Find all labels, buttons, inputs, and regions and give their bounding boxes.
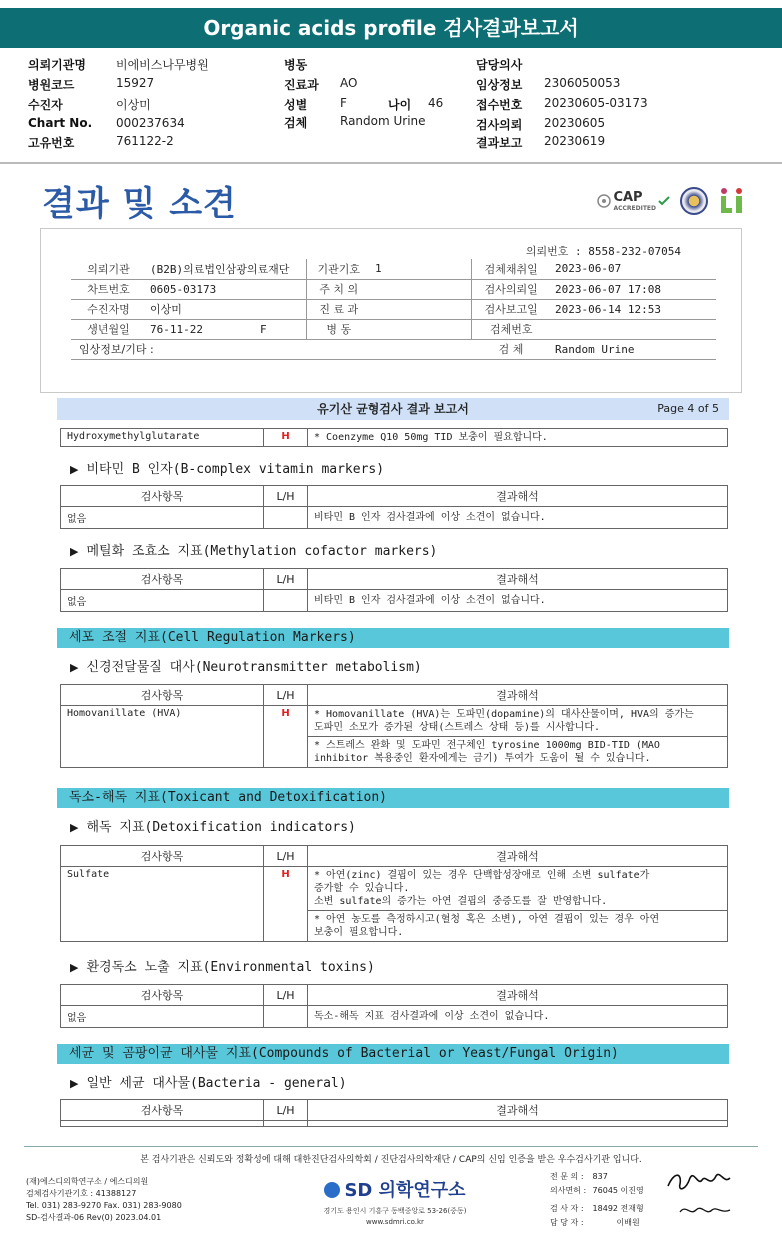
table-row bbox=[61, 706, 728, 737]
lab-info-table bbox=[71, 259, 716, 360]
note-line: inhibitor 복용중인 환자에게는 금기) 투여가 도움이 될 수 있습니다. bbox=[314, 753, 651, 764]
table-header bbox=[61, 846, 728, 867]
table-row bbox=[61, 590, 728, 612]
lab-contact bbox=[26, 1176, 182, 1224]
col-item: 검사항목 bbox=[61, 486, 264, 507]
info-value: Random Urine bbox=[551, 339, 716, 359]
form-revision: SD-검사결과-06 Rev(0) 2023.04.01 bbox=[26, 1213, 162, 1222]
col-item: 검사항목 bbox=[61, 685, 264, 706]
section-title: 메틸화 조효소 지표(Methylation cofactor markers) bbox=[86, 544, 438, 559]
code-value: 15927 bbox=[116, 76, 155, 90]
receipt-value: 20230605-03173 bbox=[544, 96, 648, 110]
lab-code: 검체검사기관기호 : 41388127 bbox=[26, 1189, 137, 1198]
interpretation bbox=[308, 737, 728, 768]
info-row bbox=[71, 279, 716, 299]
test-item bbox=[61, 1121, 264, 1127]
info-label: 기관기호 bbox=[306, 259, 371, 279]
interpretation bbox=[308, 706, 728, 737]
table-row bbox=[61, 1121, 728, 1127]
examinee-value: 이상미 bbox=[116, 98, 151, 112]
col-interp: 결과해석 bbox=[308, 985, 728, 1006]
signatories bbox=[550, 1170, 644, 1230]
info-row bbox=[71, 299, 716, 319]
table-header bbox=[61, 569, 728, 590]
col-interp: 결과해석 bbox=[308, 569, 728, 590]
check-icon bbox=[658, 196, 670, 206]
note-line: 보충이 필요합니다. bbox=[314, 927, 404, 938]
chart-label: Chart No. bbox=[28, 116, 93, 130]
table-header bbox=[61, 985, 728, 1006]
info-sex: F bbox=[256, 319, 306, 339]
section-neurotransmitter bbox=[70, 656, 422, 675]
sex-value: F bbox=[340, 96, 347, 110]
col-interp: 결과해석 bbox=[308, 685, 728, 706]
accreditation-logos bbox=[597, 184, 746, 218]
dept-label: 진료과 bbox=[284, 78, 319, 92]
sheet-header bbox=[57, 398, 729, 420]
section-title: 해독 지표(Detoxification indicators) bbox=[86, 820, 356, 835]
page-indicator: Page 4 of 5 bbox=[657, 402, 719, 415]
table-row bbox=[61, 507, 728, 529]
environmental-table bbox=[60, 984, 728, 1028]
band-cell-regulation: 세포 조절 지표(Cell Regulation Markers) bbox=[57, 628, 729, 648]
col-interp: 결과해석 bbox=[308, 486, 728, 507]
info-label: 검체번호 bbox=[471, 319, 551, 339]
flag-cell bbox=[264, 590, 308, 612]
info-value: 2023-06-14 12:53 bbox=[551, 299, 716, 319]
info-value: 2023-06-07 17:08 bbox=[551, 279, 716, 299]
section-methylation bbox=[70, 540, 437, 559]
uid-value: 761122-2 bbox=[116, 134, 174, 148]
detox-table bbox=[60, 845, 728, 942]
band-microbial: 세균 및 곰팡이균 대사물 지표(Compounds of Bacterial or Yeast/Fungal Origin) bbox=[57, 1044, 729, 1064]
col-item: 검사항목 bbox=[61, 569, 264, 590]
table-row bbox=[61, 429, 728, 447]
sheet-title: 유기산 균형검사 결과 보고서 bbox=[317, 402, 469, 416]
info-row bbox=[71, 339, 716, 359]
triangle-bullet-icon: ▶ bbox=[70, 1077, 79, 1090]
specimen-value: Random Urine bbox=[340, 114, 426, 128]
info-value: 1 bbox=[371, 259, 471, 279]
interpretation bbox=[308, 1121, 728, 1127]
chart-value: 000237634 bbox=[116, 116, 185, 130]
uid-label: 고유번호 bbox=[28, 136, 75, 150]
info-value: (B2B)의료법인삼광의료재단 bbox=[146, 259, 306, 279]
section-environmental bbox=[70, 956, 375, 975]
website-link[interactable]: www.sdmri.co.kr bbox=[366, 1218, 424, 1226]
clinical-label: 임상정보 bbox=[476, 78, 523, 92]
col-lh: L/H bbox=[264, 486, 308, 507]
info-value bbox=[551, 319, 716, 339]
code-label: 병원코드 bbox=[28, 78, 75, 92]
col-item: 검사항목 bbox=[61, 1100, 264, 1121]
triangle-bullet-icon: ▶ bbox=[70, 961, 79, 974]
cap-emblem-icon bbox=[597, 194, 611, 208]
section-detox bbox=[70, 816, 356, 835]
section-title: 비타민 B 인자(B-complex vitamin markers) bbox=[86, 462, 385, 477]
patient-info bbox=[0, 50, 782, 160]
col-interp: 결과해석 bbox=[308, 1100, 728, 1121]
interpretation: 독소-해독 지표 검사결과에 이상 소견이 없습니다. bbox=[308, 1006, 728, 1028]
cap-accredited: ACCREDITED bbox=[613, 205, 656, 212]
section-title: 일반 세균 대사물(Bacteria - general) bbox=[86, 1076, 347, 1091]
footer-divider bbox=[24, 1146, 758, 1147]
report-value: 20230619 bbox=[544, 134, 606, 148]
info-label: 의뢰기관 bbox=[71, 259, 146, 279]
col-item: 검사항목 bbox=[61, 985, 264, 1006]
signatory-value: 이배원 bbox=[616, 1218, 640, 1227]
interpretation: 비타민 B 인자 검사결과에 이상 소견이 없습니다. bbox=[308, 507, 728, 529]
signatory-label: 전 문 의 : bbox=[550, 1172, 584, 1181]
info-label: 검사보고일 bbox=[471, 299, 551, 319]
specimen-label: 검체 bbox=[284, 116, 308, 130]
request-number-label: 의뢰번호 : bbox=[525, 245, 582, 258]
b-vitamin-table bbox=[60, 485, 728, 529]
info-value: 2023-06-07 bbox=[551, 259, 716, 279]
info-value: 이상미 bbox=[146, 299, 306, 319]
interpretation bbox=[308, 911, 728, 942]
section-bacteria bbox=[70, 1072, 347, 1091]
sd-branding bbox=[310, 1176, 480, 1226]
hospital-label: 의뢰기관명 bbox=[28, 58, 86, 72]
col-item: 검사항목 bbox=[61, 846, 264, 867]
divider bbox=[0, 162, 782, 164]
table-header bbox=[61, 685, 728, 706]
table-header bbox=[61, 486, 728, 507]
lab-phone: Tel. 031) 283-9270 Fax. 031) 283-9080 bbox=[26, 1201, 182, 1210]
flag-cell bbox=[264, 1006, 308, 1028]
sd-logo-text: SD 의학연구소 bbox=[344, 1180, 466, 1201]
test-item: 없음 bbox=[61, 1006, 264, 1028]
table-row bbox=[61, 1006, 728, 1028]
req-label: 검사의뢰 bbox=[476, 118, 523, 132]
col-interp: 결과해석 bbox=[308, 846, 728, 867]
col-lh: L/H bbox=[264, 846, 308, 867]
info-label: 임상정보/기타 : bbox=[71, 339, 471, 359]
info-label: 병 동 bbox=[306, 319, 371, 339]
triangle-bullet-icon: ▶ bbox=[70, 821, 79, 834]
methylation-table bbox=[60, 568, 728, 612]
flag-h: H bbox=[264, 706, 308, 768]
sex-label: 성별 bbox=[284, 98, 308, 112]
info-label: 수진자명 bbox=[71, 299, 146, 319]
info-label: 주 치 의 bbox=[306, 279, 371, 299]
results-heading: 결과 및 소견 bbox=[42, 184, 237, 224]
request-number-value: 8558-232-07054 bbox=[588, 245, 681, 258]
info-row bbox=[71, 319, 716, 339]
table-row bbox=[61, 867, 728, 911]
cap-logo bbox=[597, 190, 670, 212]
signatory-row bbox=[550, 1184, 644, 1198]
signatory-row bbox=[550, 1170, 644, 1184]
kslm-seal-icon bbox=[680, 187, 708, 215]
test-item: Homovanillate (HVA) bbox=[61, 706, 264, 768]
test-item: 없음 bbox=[61, 590, 264, 612]
test-item: Hydroxymethylglutarate bbox=[61, 429, 264, 447]
examinee-label: 수진자 bbox=[28, 98, 63, 112]
note-line: * 아연(zinc) 결핍이 있는 경우 단백합성장애로 인해 소변 sulfate가 bbox=[314, 870, 650, 881]
ward-label: 병동 bbox=[284, 58, 308, 72]
signatory-label: 담 당 자 : bbox=[550, 1218, 584, 1227]
info-label: 검 체 bbox=[471, 339, 551, 359]
signatory-row bbox=[550, 1216, 644, 1230]
sd-logo-icon bbox=[324, 1182, 340, 1198]
dept-value: AO bbox=[340, 76, 358, 90]
col-lh: L/H bbox=[264, 1100, 308, 1121]
flag-h: H bbox=[264, 429, 308, 447]
info-value bbox=[371, 279, 471, 299]
report-title: Organic acids profile 검사결과보고서 bbox=[0, 8, 782, 48]
sd-logo bbox=[310, 1176, 480, 1202]
lab-name: (재)에스디의학연구소 / 에스디의원 bbox=[26, 1177, 149, 1186]
signatory-label: 검 사 자 : bbox=[550, 1204, 584, 1213]
section-title: 신경전달물질 대사(Neurotransmitter metabolism) bbox=[86, 660, 422, 675]
lmf-logo-icon bbox=[718, 187, 746, 215]
triangle-bullet-icon: ▶ bbox=[70, 463, 79, 476]
info-value bbox=[371, 299, 471, 319]
hospital-value: 비에비스나무병원 bbox=[116, 58, 209, 72]
req-value: 20230605 bbox=[544, 116, 606, 130]
note-line: 소변 sulfate의 증가는 아연 결핍의 중증도를 잘 반영합니다. bbox=[314, 896, 608, 907]
interpretation bbox=[308, 867, 728, 911]
flag-h: H bbox=[264, 867, 308, 942]
section-title: 환경독소 노출 지표(Environmental toxins) bbox=[86, 960, 375, 975]
info-row bbox=[71, 259, 716, 279]
note-line: * 스트레스 완화 및 도파민 전구체인 tyrosine 1000mg BID-TID (MAO bbox=[314, 740, 660, 751]
receipt-label: 접수번호 bbox=[476, 98, 523, 112]
signature-1-icon bbox=[664, 1166, 738, 1196]
triangle-bullet-icon: ▶ bbox=[70, 661, 79, 674]
note-line: * Homovanillate (HVA)는 도파민(dopamine)의 대사산물이며, HVA의 증가는 bbox=[314, 709, 694, 720]
info-label: 검체채취일 bbox=[471, 259, 551, 279]
age-label: 나이 bbox=[388, 98, 412, 112]
section-b-vitamin bbox=[70, 458, 384, 477]
carryover-table bbox=[60, 428, 728, 447]
test-item: 없음 bbox=[61, 507, 264, 529]
col-lh: L/H bbox=[264, 685, 308, 706]
note-line: 증가할 수 있습니다. bbox=[314, 883, 410, 894]
signatory-label: 의사면허 : bbox=[550, 1186, 587, 1195]
address: 경기도 용인시 기흥구 동백중앙로 53-26(중동) bbox=[323, 1207, 467, 1215]
info-label: 차트번호 bbox=[71, 279, 146, 299]
cap-text: CAP bbox=[613, 190, 643, 205]
col-lh: L/H bbox=[264, 569, 308, 590]
clinical-value: 2306050053 bbox=[544, 76, 621, 90]
info-value bbox=[371, 319, 471, 339]
test-item: Sulfate bbox=[61, 867, 264, 942]
info-label: 검사의뢰일 bbox=[471, 279, 551, 299]
band-toxicant: 독소-해독 지표(Toxicant and Detoxification) bbox=[57, 788, 729, 808]
info-label: 생년월일 bbox=[71, 319, 146, 339]
flag-cell bbox=[264, 1121, 308, 1127]
signatory-row bbox=[550, 1202, 644, 1216]
info-value: 76-11-22 bbox=[146, 319, 256, 339]
signatory-value: 18492 전재형 bbox=[592, 1204, 644, 1213]
table-header bbox=[61, 1100, 728, 1121]
report-label: 결과보고 bbox=[476, 136, 523, 150]
interpretation: * Coenzyme Q10 50mg TID 보충이 필요합니다. bbox=[308, 429, 728, 447]
info-label: 진 료 과 bbox=[306, 299, 371, 319]
signatory-value: 837 bbox=[592, 1172, 608, 1181]
bacteria-table bbox=[60, 1099, 728, 1127]
neurotransmitter-table bbox=[60, 684, 728, 768]
note-line: * 아연 농도를 측정하시고(혈청 혹은 소변), 아연 결핍이 있는 경우 아연 bbox=[314, 914, 660, 925]
age-value: 46 bbox=[428, 96, 444, 110]
lab-info-box bbox=[40, 228, 742, 393]
info-value: 0605-03173 bbox=[146, 279, 306, 299]
signatory-value: 76045 이진영 bbox=[592, 1186, 644, 1195]
doctor-label: 담당의사 bbox=[476, 58, 523, 72]
signature-2-icon bbox=[676, 1200, 736, 1220]
certification-text: 본 검사기관은 신뢰도와 정확성에 대해 대한진단검사의학회 / 진단검사의학재단 / CAP의 신임 인증을 받은 우수검사기관 입니다. bbox=[140, 1155, 642, 1165]
col-lh: L/H bbox=[264, 985, 308, 1006]
request-number bbox=[526, 243, 681, 259]
interpretation: 비타민 B 인자 검사결과에 이상 소견이 없습니다. bbox=[308, 590, 728, 612]
flag-cell bbox=[264, 507, 308, 529]
triangle-bullet-icon: ▶ bbox=[70, 545, 79, 558]
note-line: 도파민 소모가 증가된 상태(스트레스 상태 등)를 시사합니다. bbox=[314, 722, 601, 733]
